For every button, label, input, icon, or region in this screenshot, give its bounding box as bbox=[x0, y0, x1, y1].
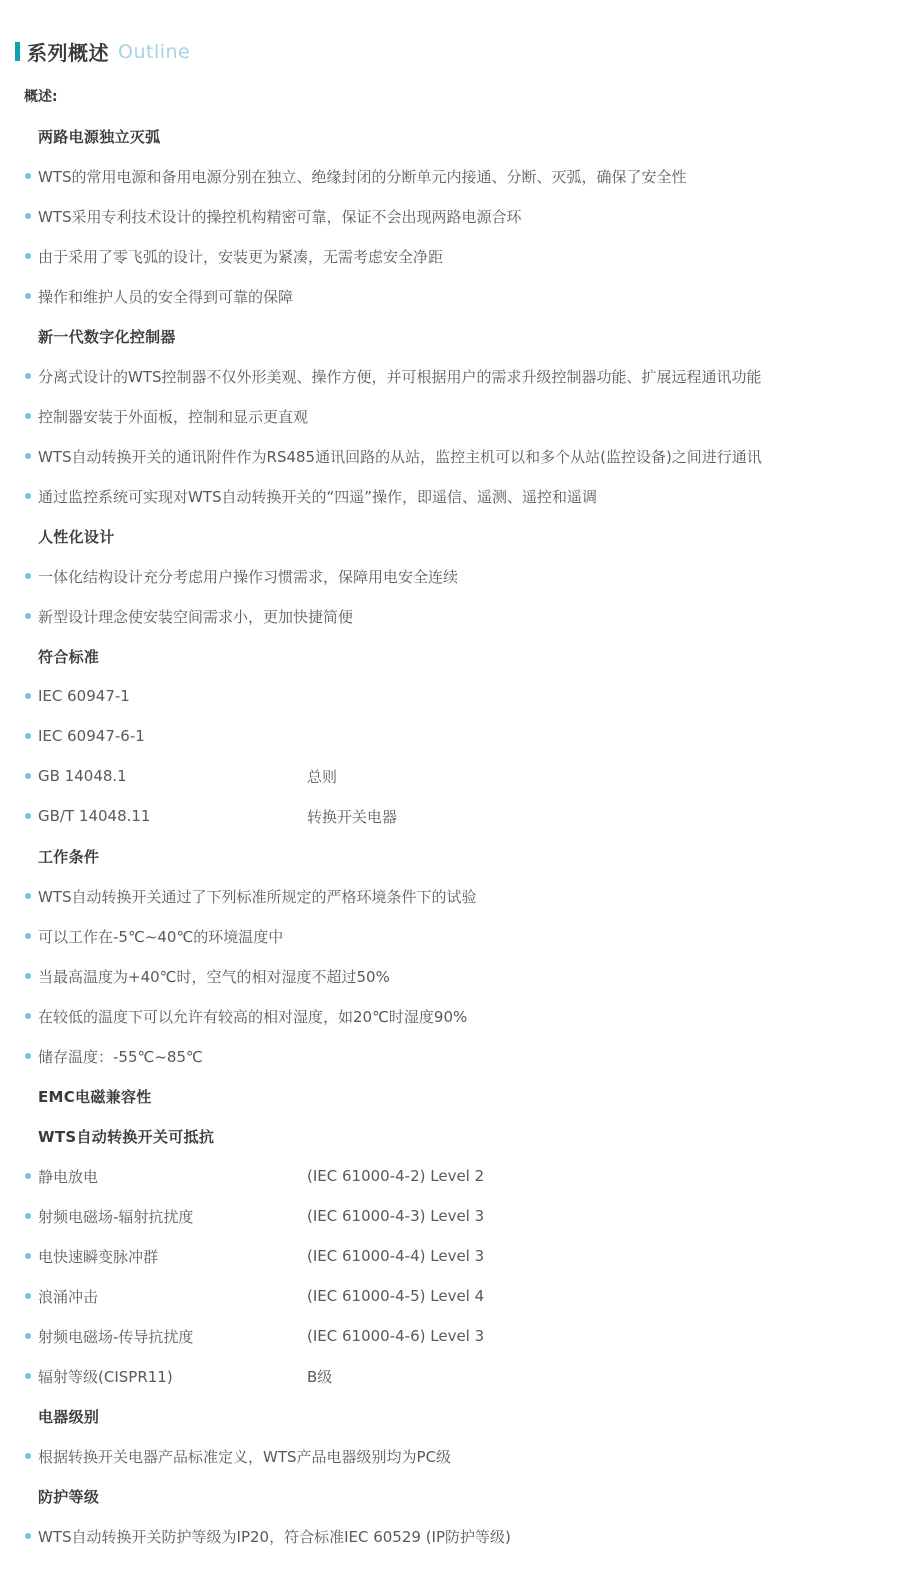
section-heading bbox=[0, 836, 900, 876]
section-heading-text: 电器级别 bbox=[38, 1407, 100, 1426]
bullet-item bbox=[0, 276, 900, 316]
bullet-label: WTS自动转换开关防护等级为IP20，符合标准IEC 60529 (IP防护等级) bbox=[38, 1527, 511, 1546]
bullet-value: (IEC 61000-4-5) Level 4 bbox=[307, 1287, 485, 1305]
bullet-dot-icon bbox=[25, 293, 31, 299]
bullet-item bbox=[0, 1356, 900, 1396]
bullet-label: GB 14048.1 bbox=[38, 767, 127, 785]
bullet-item bbox=[0, 996, 900, 1036]
bullet-item bbox=[0, 916, 900, 956]
bullet-dot-icon bbox=[25, 213, 31, 219]
content-area bbox=[0, 76, 900, 1556]
bullet-dot-icon bbox=[25, 1333, 31, 1339]
section-heading bbox=[0, 636, 900, 676]
bullet-label: 在较低的温度下可以允许有较高的相对湿度，如20℃时湿度90% bbox=[38, 1007, 468, 1026]
bullet-label: 储存温度：-55℃~85℃ bbox=[38, 1047, 203, 1066]
section-rows bbox=[0, 116, 900, 1556]
section-heading-text: 新一代数字化控制器 bbox=[38, 327, 176, 346]
bullet-label: 辐射等级(CISPR11) bbox=[38, 1367, 173, 1386]
bullet-label: 射频电磁场-传导抗扰度 bbox=[38, 1327, 194, 1346]
section-heading bbox=[0, 1476, 900, 1516]
bullet-dot-icon bbox=[25, 733, 31, 739]
bullet-label: 新型设计理念使安装空间需求小，更加快捷简便 bbox=[38, 607, 354, 626]
bullet-dot-icon bbox=[25, 773, 31, 779]
bullet-dot-icon bbox=[25, 493, 31, 499]
bullet-label: IEC 60947-1 bbox=[38, 687, 130, 705]
bullet-item bbox=[0, 236, 900, 276]
bullet-label: IEC 60947-6-1 bbox=[38, 727, 145, 745]
bullet-dot-icon bbox=[25, 1213, 31, 1219]
bullet-label: 由于采用了零飞弧的设计，安装更为紧凑，无需考虑安全净距 bbox=[38, 247, 444, 266]
bullet-item bbox=[0, 676, 900, 716]
intro-label: 概述: bbox=[24, 89, 58, 105]
bullet-label: 电快速瞬变脉冲群 bbox=[38, 1247, 159, 1266]
bullet-item bbox=[0, 476, 900, 516]
bullet-item bbox=[0, 436, 900, 476]
section-heading bbox=[0, 316, 900, 356]
bullet-label: 根据转换开关电器产品标准定义，WTS产品电器级别均为PC级 bbox=[38, 1447, 452, 1466]
bullet-item bbox=[0, 1516, 900, 1556]
bullet-item bbox=[0, 876, 900, 916]
bullet-value: (IEC 61000-4-4) Level 3 bbox=[307, 1247, 485, 1265]
bullet-item bbox=[0, 1156, 900, 1196]
bullet-item bbox=[0, 796, 900, 836]
bullet-dot-icon bbox=[25, 1453, 31, 1459]
bullet-item bbox=[0, 156, 900, 196]
section-heading bbox=[0, 1076, 900, 1116]
bullet-dot-icon bbox=[25, 173, 31, 179]
bullet-value: 转换开关电器 bbox=[307, 807, 398, 826]
bullet-dot-icon bbox=[25, 973, 31, 979]
bullet-item bbox=[0, 756, 900, 796]
bullet-label: 控制器安装于外面板，控制和显示更直观 bbox=[38, 407, 309, 426]
bullet-dot-icon bbox=[25, 1293, 31, 1299]
section-heading-text: 人性化设计 bbox=[38, 527, 115, 546]
section-heading bbox=[0, 516, 900, 556]
bullet-label: 浪涌冲击 bbox=[38, 1287, 99, 1306]
bullet-item bbox=[0, 556, 900, 596]
section-heading-text: 防护等级 bbox=[38, 1487, 100, 1506]
bullet-item bbox=[0, 1196, 900, 1236]
bullet-label: 静电放电 bbox=[38, 1167, 99, 1186]
bullet-dot-icon bbox=[25, 813, 31, 819]
bullet-value: (IEC 61000-4-2) Level 2 bbox=[307, 1167, 485, 1185]
bullet-label: 分离式设计的WTS控制器不仅外形美观、操作方便，并可根据用户的需求升级控制器功能、扩展远程通讯功能 bbox=[38, 367, 762, 386]
bullet-label: 射频电磁场-辐射抗扰度 bbox=[38, 1207, 194, 1226]
section-heading-text: 工作条件 bbox=[38, 847, 100, 866]
bullet-label: 操作和维护人员的安全得到可靠的保障 bbox=[38, 287, 294, 306]
bullet-item bbox=[0, 716, 900, 756]
bullet-dot-icon bbox=[25, 453, 31, 459]
accent-bar bbox=[15, 42, 20, 61]
bullet-dot-icon bbox=[25, 413, 31, 419]
bullet-dot-icon bbox=[25, 693, 31, 699]
bullet-dot-icon bbox=[25, 573, 31, 579]
bullet-item bbox=[0, 1036, 900, 1076]
bullet-item bbox=[0, 1316, 900, 1356]
bullet-value: (IEC 61000-4-3) Level 3 bbox=[307, 1207, 485, 1225]
bullet-item bbox=[0, 1236, 900, 1276]
bullet-dot-icon bbox=[25, 253, 31, 259]
bullet-dot-icon bbox=[25, 1053, 31, 1059]
section-heading-text: EMC电磁兼容性 bbox=[38, 1087, 152, 1106]
section-heading-text: 两路电源独立灭弧 bbox=[38, 127, 161, 146]
section-heading-text: WTS自动转换开关可抵抗 bbox=[38, 1127, 215, 1146]
bullet-value: B级 bbox=[307, 1367, 333, 1386]
intro-row bbox=[0, 76, 900, 116]
bullet-label: 通过监控系统可实现对WTS自动转换开关的“四遥”操作，即遥信、遥测、遥控和遥调 bbox=[38, 487, 598, 506]
bullet-dot-icon bbox=[25, 1373, 31, 1379]
bullet-dot-icon bbox=[25, 1013, 31, 1019]
section-heading-text: 符合标准 bbox=[38, 647, 100, 666]
bullet-dot-icon bbox=[25, 933, 31, 939]
page-header bbox=[15, 37, 190, 66]
bullet-label: 一体化结构设计充分考虑用户操作习惯需求，保障用电安全连续 bbox=[38, 567, 459, 586]
page-subtitle: Outline bbox=[118, 40, 191, 63]
bullet-label: WTS自动转换开关通过了下列标准所规定的严格环境条件下的试验 bbox=[38, 887, 477, 906]
bullet-item bbox=[0, 1276, 900, 1316]
bullet-value: (IEC 61000-4-6) Level 3 bbox=[307, 1327, 485, 1345]
bullet-item bbox=[0, 356, 900, 396]
section-heading bbox=[0, 116, 900, 156]
bullet-item bbox=[0, 396, 900, 436]
section-heading bbox=[0, 1116, 900, 1156]
bullet-label: WTS的常用电源和备用电源分别在独立、绝缘封闭的分断单元内接通、分断、灭弧，确保了安全性 bbox=[38, 167, 687, 186]
section-heading bbox=[0, 1396, 900, 1436]
bullet-dot-icon bbox=[25, 893, 31, 899]
bullet-value: 总则 bbox=[307, 767, 338, 786]
bullet-item bbox=[0, 956, 900, 996]
bullet-label: 当最高温度为+40℃时，空气的相对湿度不超过50% bbox=[38, 967, 390, 986]
bullet-dot-icon bbox=[25, 373, 31, 379]
bullet-label: WTS自动转换开关的通讯附件作为RS485通讯回路的从站，监控主机可以和多个从站(监控设备)之间进行通讯 bbox=[38, 447, 762, 466]
bullet-dot-icon bbox=[25, 1533, 31, 1539]
bullet-item bbox=[0, 196, 900, 236]
bullet-label: WTS采用专利技术设计的操控机构精密可靠，保证不会出现两路电源合环 bbox=[38, 207, 522, 226]
bullet-dot-icon bbox=[25, 1253, 31, 1259]
bullet-dot-icon bbox=[25, 613, 31, 619]
bullet-label: GB/T 14048.11 bbox=[38, 807, 151, 825]
bullet-dot-icon bbox=[25, 1173, 31, 1179]
bullet-item bbox=[0, 596, 900, 636]
bullet-item bbox=[0, 1436, 900, 1476]
bullet-label: 可以工作在-5℃~40℃的环境温度中 bbox=[38, 927, 284, 946]
page-title: 系列概述 bbox=[27, 41, 109, 65]
